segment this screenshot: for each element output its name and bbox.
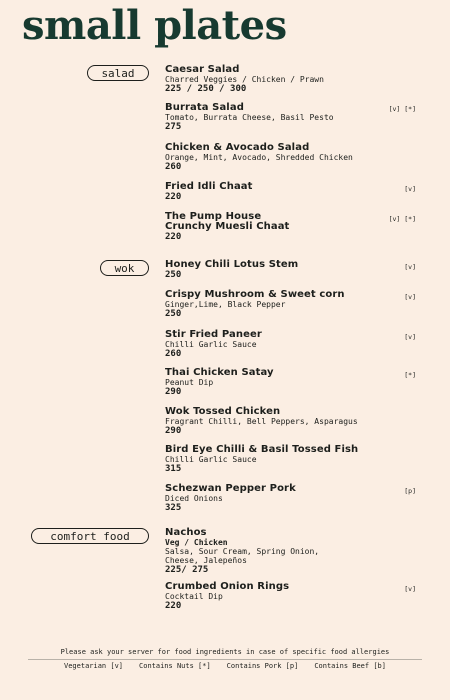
item-name: The Pump House — [165, 211, 262, 222]
legend-vegetarian: Vegetarian [v] — [64, 662, 124, 670]
item-dietary-tags: [v] — [404, 263, 416, 271]
item-variant: Veg / Chicken — [165, 538, 228, 547]
legend-pork: Contains Pork [p] — [226, 662, 299, 670]
legend-beef: Contains Beef [b] — [314, 662, 386, 670]
item-name: Nachos — [165, 527, 207, 538]
item-dietary-tags: [*] — [404, 371, 416, 379]
item-dietary-tags: [v] — [404, 185, 416, 193]
item-price: 225/ 275 — [165, 565, 209, 575]
item-price: 220 — [165, 601, 182, 611]
item-name: Crumbed Onion Rings — [165, 581, 290, 592]
section-label-comfort-food: comfort food — [31, 528, 149, 544]
menu-item — [165, 103, 417, 132]
item-name: Caesar Salad — [165, 64, 240, 75]
item-name: Chicken & Avocado Salad — [165, 142, 310, 153]
menu-item — [165, 260, 417, 280]
item-description: Orange, Mint, Avocado, Shredded Chicken — [165, 153, 353, 162]
item-description: Chilli Garlic Sauce — [165, 340, 257, 349]
item-dietary-tags: [p] — [404, 487, 416, 495]
menu-item — [165, 445, 417, 474]
menu-item — [165, 290, 417, 319]
item-price: 290 — [165, 426, 182, 436]
menu-item — [165, 407, 417, 436]
item-name: Honey Chili Lotus Stem — [165, 259, 299, 270]
item-description: Ginger,Lime, Black Pepper — [165, 300, 286, 309]
item-price: 220 — [165, 192, 182, 202]
dietary-legend — [0, 662, 450, 670]
item-price: 275 — [165, 122, 182, 132]
item-price: 225 / 250 / 300 — [165, 84, 247, 94]
menu-item — [165, 212, 417, 242]
allergy-note: Please ask your server for food ingredients in case of specific food allergies — [60, 648, 390, 656]
item-name: Stir Fried Paneer — [165, 329, 262, 340]
item-name: Wok Tossed Chicken — [165, 406, 281, 417]
item-dietary-tags: [v] — [404, 293, 416, 301]
section-label-wok: wok — [100, 260, 149, 276]
item-price: 260 — [165, 349, 182, 359]
item-price: 290 — [165, 387, 182, 397]
item-price: 325 — [165, 503, 182, 513]
menu-item — [165, 368, 417, 397]
item-price: 315 — [165, 464, 182, 474]
item-dietary-tags: [v] — [404, 333, 416, 341]
item-price: 260 — [165, 162, 182, 172]
menu-item — [165, 484, 417, 513]
item-description: Fragrant Chilli, Bell Peppers, Asparagus — [165, 417, 358, 426]
item-name: Schezwan Pepper Pork — [165, 483, 296, 494]
item-name: Thai Chicken Satay — [165, 367, 274, 378]
item-price: 250 — [165, 309, 182, 319]
section-label-salad: salad — [87, 65, 149, 81]
item-description: Tomato, Burrata Cheese, Basil Pesto — [165, 113, 334, 122]
item-description: Chilli Garlic Sauce — [165, 455, 257, 464]
footer-divider — [28, 659, 422, 660]
item-name: Burrata Salad — [165, 102, 244, 113]
item-description: Cocktail Dip — [165, 592, 223, 601]
item-price: 220 — [165, 232, 182, 242]
item-name: Crispy Mushroom & Sweet corn — [165, 289, 345, 300]
item-description: Peanut Dip — [165, 378, 214, 387]
legend-nuts: Contains Nuts [*] — [139, 662, 211, 670]
item-price: 250 — [165, 270, 182, 280]
menu-item — [165, 582, 417, 611]
menu-item — [165, 528, 417, 575]
item-description-line-2: Cheese, Jalepeños — [165, 556, 247, 565]
item-name-line-2: Crunchy Muesli Chaat — [165, 221, 290, 232]
item-description: Salsa, Sour Cream, Spring Onion, — [165, 547, 320, 556]
item-description: Charred Veggies / Chicken / Prawn — [165, 75, 324, 84]
item-name: Bird Eye Chilli & Basil Tossed Fish — [165, 444, 359, 455]
menu-item — [165, 143, 417, 172]
menu-item — [165, 330, 417, 359]
item-dietary-tags: [v] — [404, 585, 416, 593]
item-description: Diced Onions — [165, 494, 223, 503]
menu-item — [165, 65, 417, 94]
page-title: small plates — [22, 2, 287, 49]
item-name: Fried Idli Chaat — [165, 181, 253, 192]
menu-item — [165, 182, 417, 202]
item-dietary-tags: [v] [*] — [388, 215, 416, 223]
item-dietary-tags: [v] [*] — [388, 105, 416, 113]
